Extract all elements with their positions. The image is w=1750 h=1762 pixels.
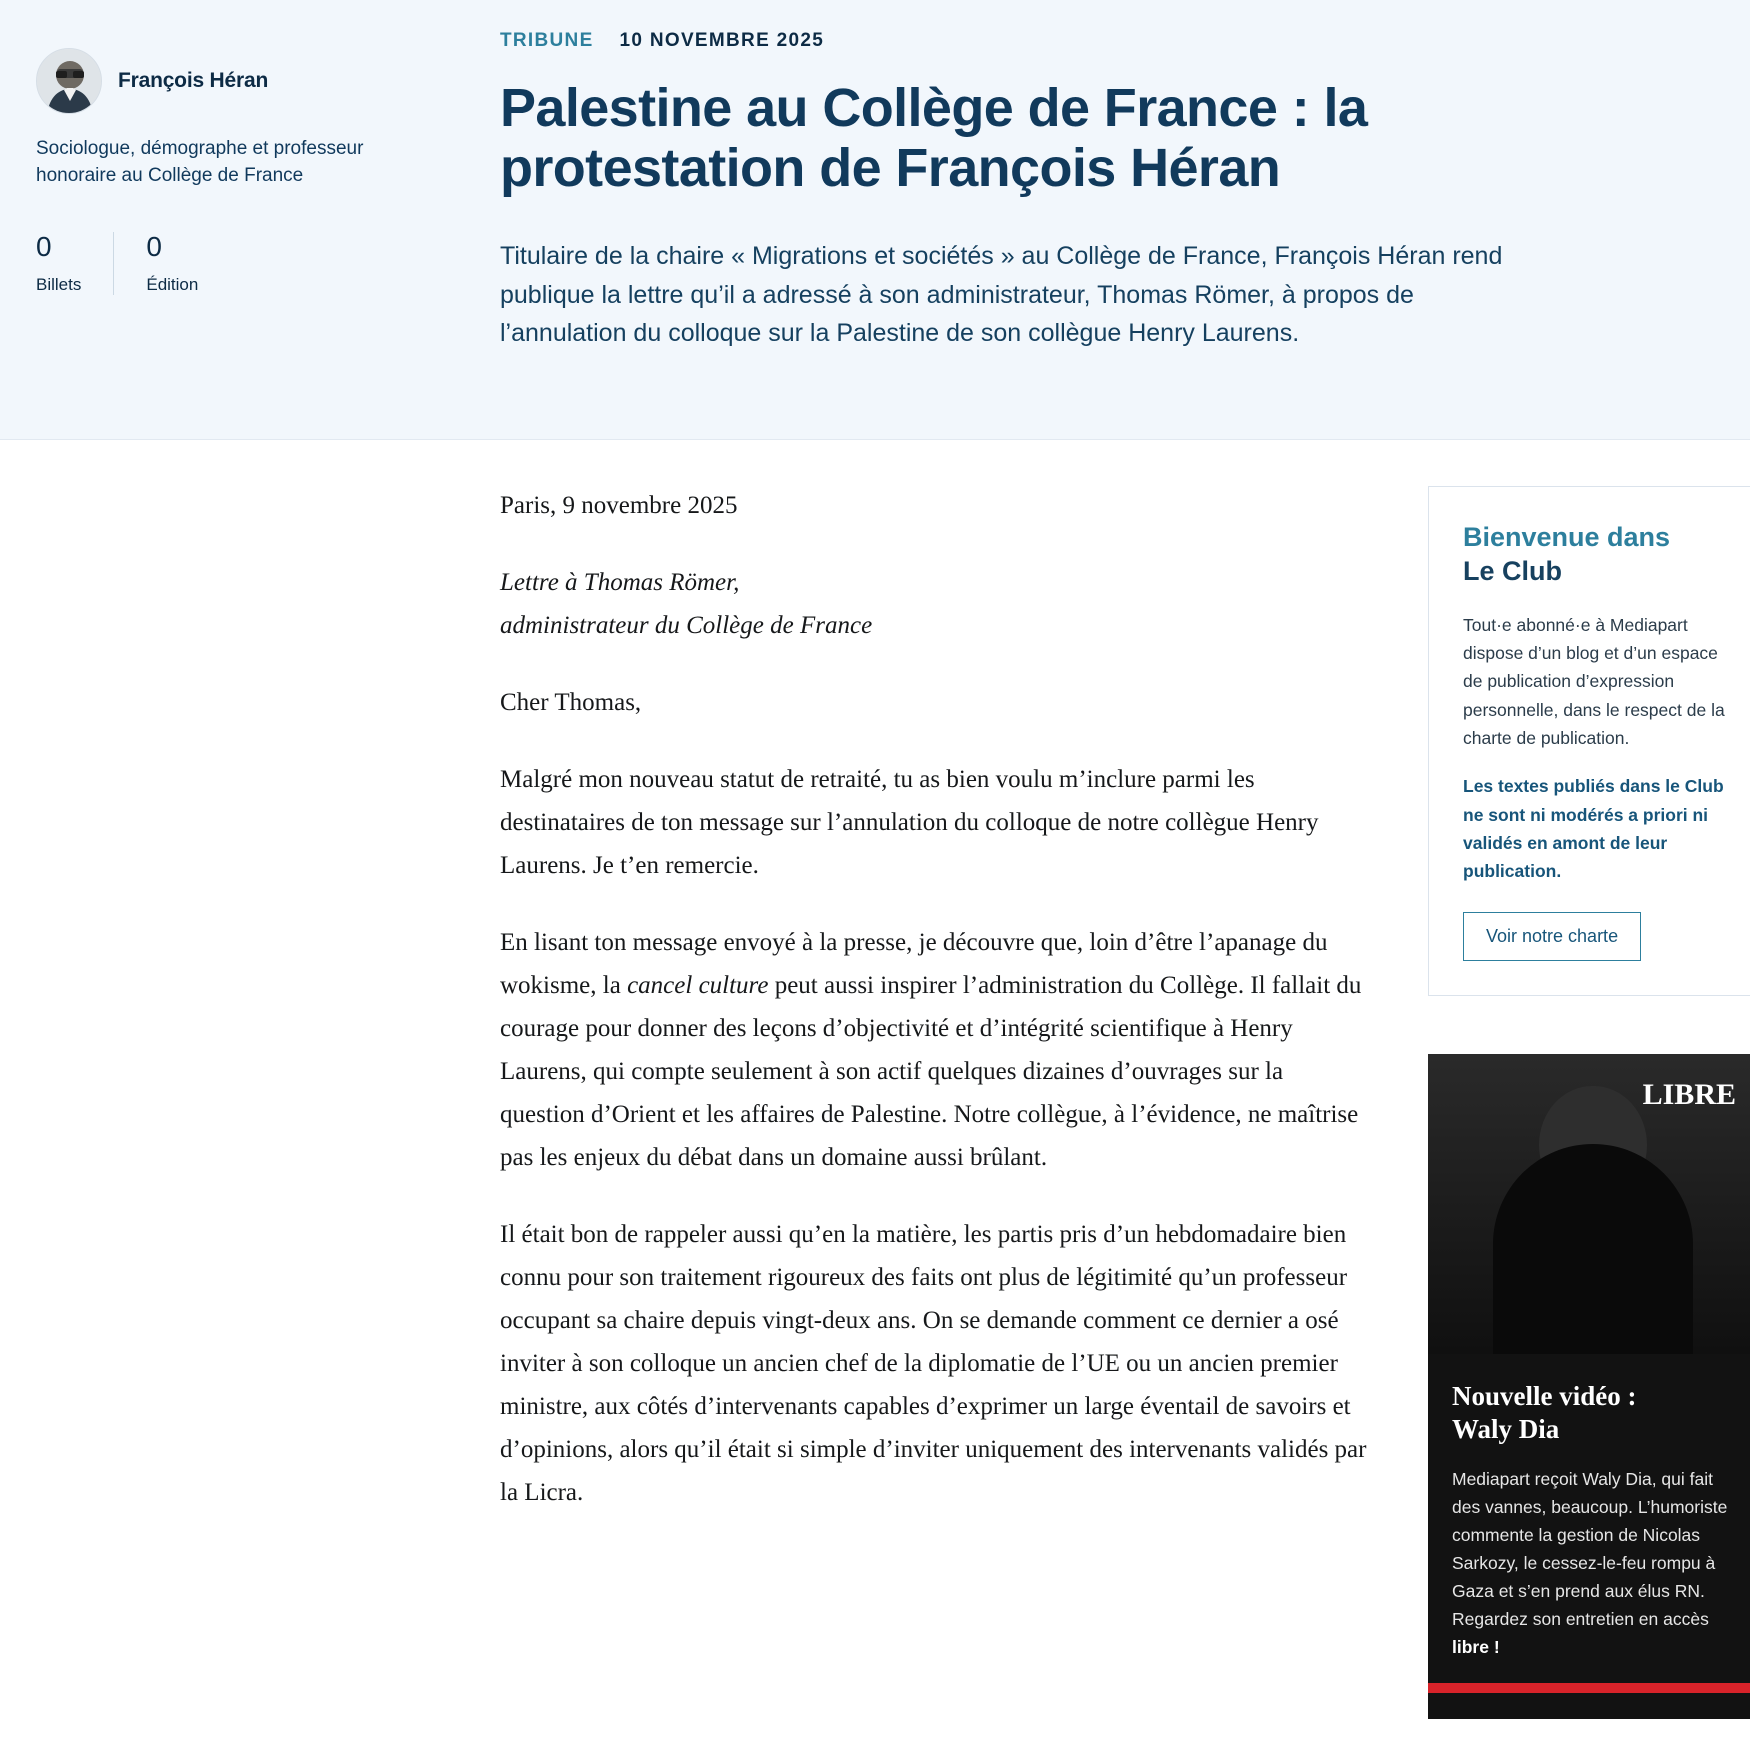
article-header-band [0,0,1750,440]
video-promo-text-plain: Mediapart reçoit Waly Dia, qui fait des vannes, beaucoup. L’humoriste commente la gestion de Nicolas Sarkozy, le cessez-le-feu rompu à Gaza et s’en prend aux élus RN. Regardez son entretien en accès [1452,1469,1728,1630]
standfirst: Titulaire de la chaire « Migrations et sociétés » au Collège de France, François Héran rend publique la lettre qu’il a adressé à son administrateur, Thomas Römer, à propos de l’annulation du colloque sur la Palestine de son collègue Henry Laurens. [500,241,1503,348]
article-head [500,30,1540,353]
paragraph-2-part-a: En lisant ton message envoyé à la presse, je découvre que, loin d’être l’apanage du wokisme, la [500,929,1328,999]
club-promo-card [1428,486,1750,996]
video-subject-body [1493,1144,1693,1354]
video-thumbnail-caption: LIBRE [1642,1077,1736,1111]
kicker-date: 10 NOVEMBRE 2025 [619,30,825,51]
kicker-tag[interactable]: TRIBUNE [500,30,594,51]
club-promo-text: Tout·e abonné·e à Mediapart dispose d’un blog et d’un espace de publication d’expression personnelle, dans le respect de la charte de publication. [1463,614,1725,748]
stat-billets-label: Billets [36,274,82,294]
club-promo-title [1463,521,1727,589]
kicker [500,30,1540,52]
paragraph-2 [500,921,1370,1179]
video-promo-title-line1: Nouvelle vidéo : [1452,1380,1637,1411]
stat-billets-value: 0 [36,230,52,262]
author-name: François Héran [118,69,269,92]
paragraph-3: Il était bon de rappeler aussi qu’en la matière, les partis pris d’un hebdomadaire bien connu pour son traitement rigoureux des faits ont plus de légitimité qu’un professeur occupant sa chaire depuis vingt-deux ans. On se demande comment ce dernier a osé inviter à son colloque un ancien chef de la diplomatie de l’UE ou un ancien premier ministre, aux côtés d’intervenants capables d’exprimer un large éventail de savoirs et d’opinions, alors qu’il était si simple d’inviter uniquement des intervenants validés par la Licra. [500,1221,1367,1506]
letter-address-line1: Lettre à Thomas Römer, [500,569,740,596]
view-charter-button[interactable]: Voir notre charte [1463,912,1641,961]
author-description: Sociologue, démographe et professeur honoraire au Collège de France [36,138,364,186]
avatar[interactable] [36,48,102,114]
paragraph-1: Malgré mon nouveau statut de retraité, tu as bien voulu m’inclure parmi les destinataires de ton message sur l’annulation du colloque de notre collègue Henry Laurens. Je t’en remercie. [500,766,1319,879]
video-promo-text [1428,1447,1750,1661]
video-promo-text-strong: libre ! [1452,1637,1500,1658]
author-identity[interactable] [36,48,436,114]
stat-edition-value: 0 [146,230,162,262]
video-thumbnail[interactable] [1428,1054,1750,1354]
video-promo-title [1428,1354,1750,1448]
stat-billets[interactable] [36,232,113,295]
video-accent-bar [1428,1683,1750,1693]
stat-edition-label: Édition [146,274,199,294]
right-rail [1428,486,1750,1719]
greeting: Cher Thomas, [500,689,642,716]
paragraph-2-part-b: peut aussi inspirer l’administration du Collège. Il fallait du courage pour donner des leçons d’objectivité et d’intégrité scientifique à Henry Laurens, qui compte seulement à son actif quelques dizaines d’ouvrages sur la question d’Orient et les affaires de Palestine. Notre collègue, à l’évidence, ne maîtrise pas les enjeux du débat dans un domaine aussi brûlant. [500,972,1362,1171]
author-stats [36,232,436,295]
video-promo-title-line2: Waly Dia [1452,1414,1560,1445]
club-promo-title-line2: Le Club [1463,555,1562,586]
article-body [500,484,1370,1548]
author-sidebar [36,48,436,295]
letter-address-line2: administrateur du Collège de France [500,612,873,639]
stat-edition[interactable] [113,232,198,295]
page-title: Palestine au Collège de France : la protestation de François Héran [500,78,1368,199]
dateline: Paris, 9 novembre 2025 [500,492,738,519]
letter-address [500,561,1370,647]
video-promo-card[interactable] [1428,1054,1750,1720]
club-promo-strong-text: Les textes publiés dans le Club ne sont ni modérés a priori ni validés en amont de leur publication. [1463,776,1724,882]
paragraph-2-emphasis: cancel culture [627,972,769,999]
club-promo-title-line1: Bienvenue dans [1463,522,1671,552]
